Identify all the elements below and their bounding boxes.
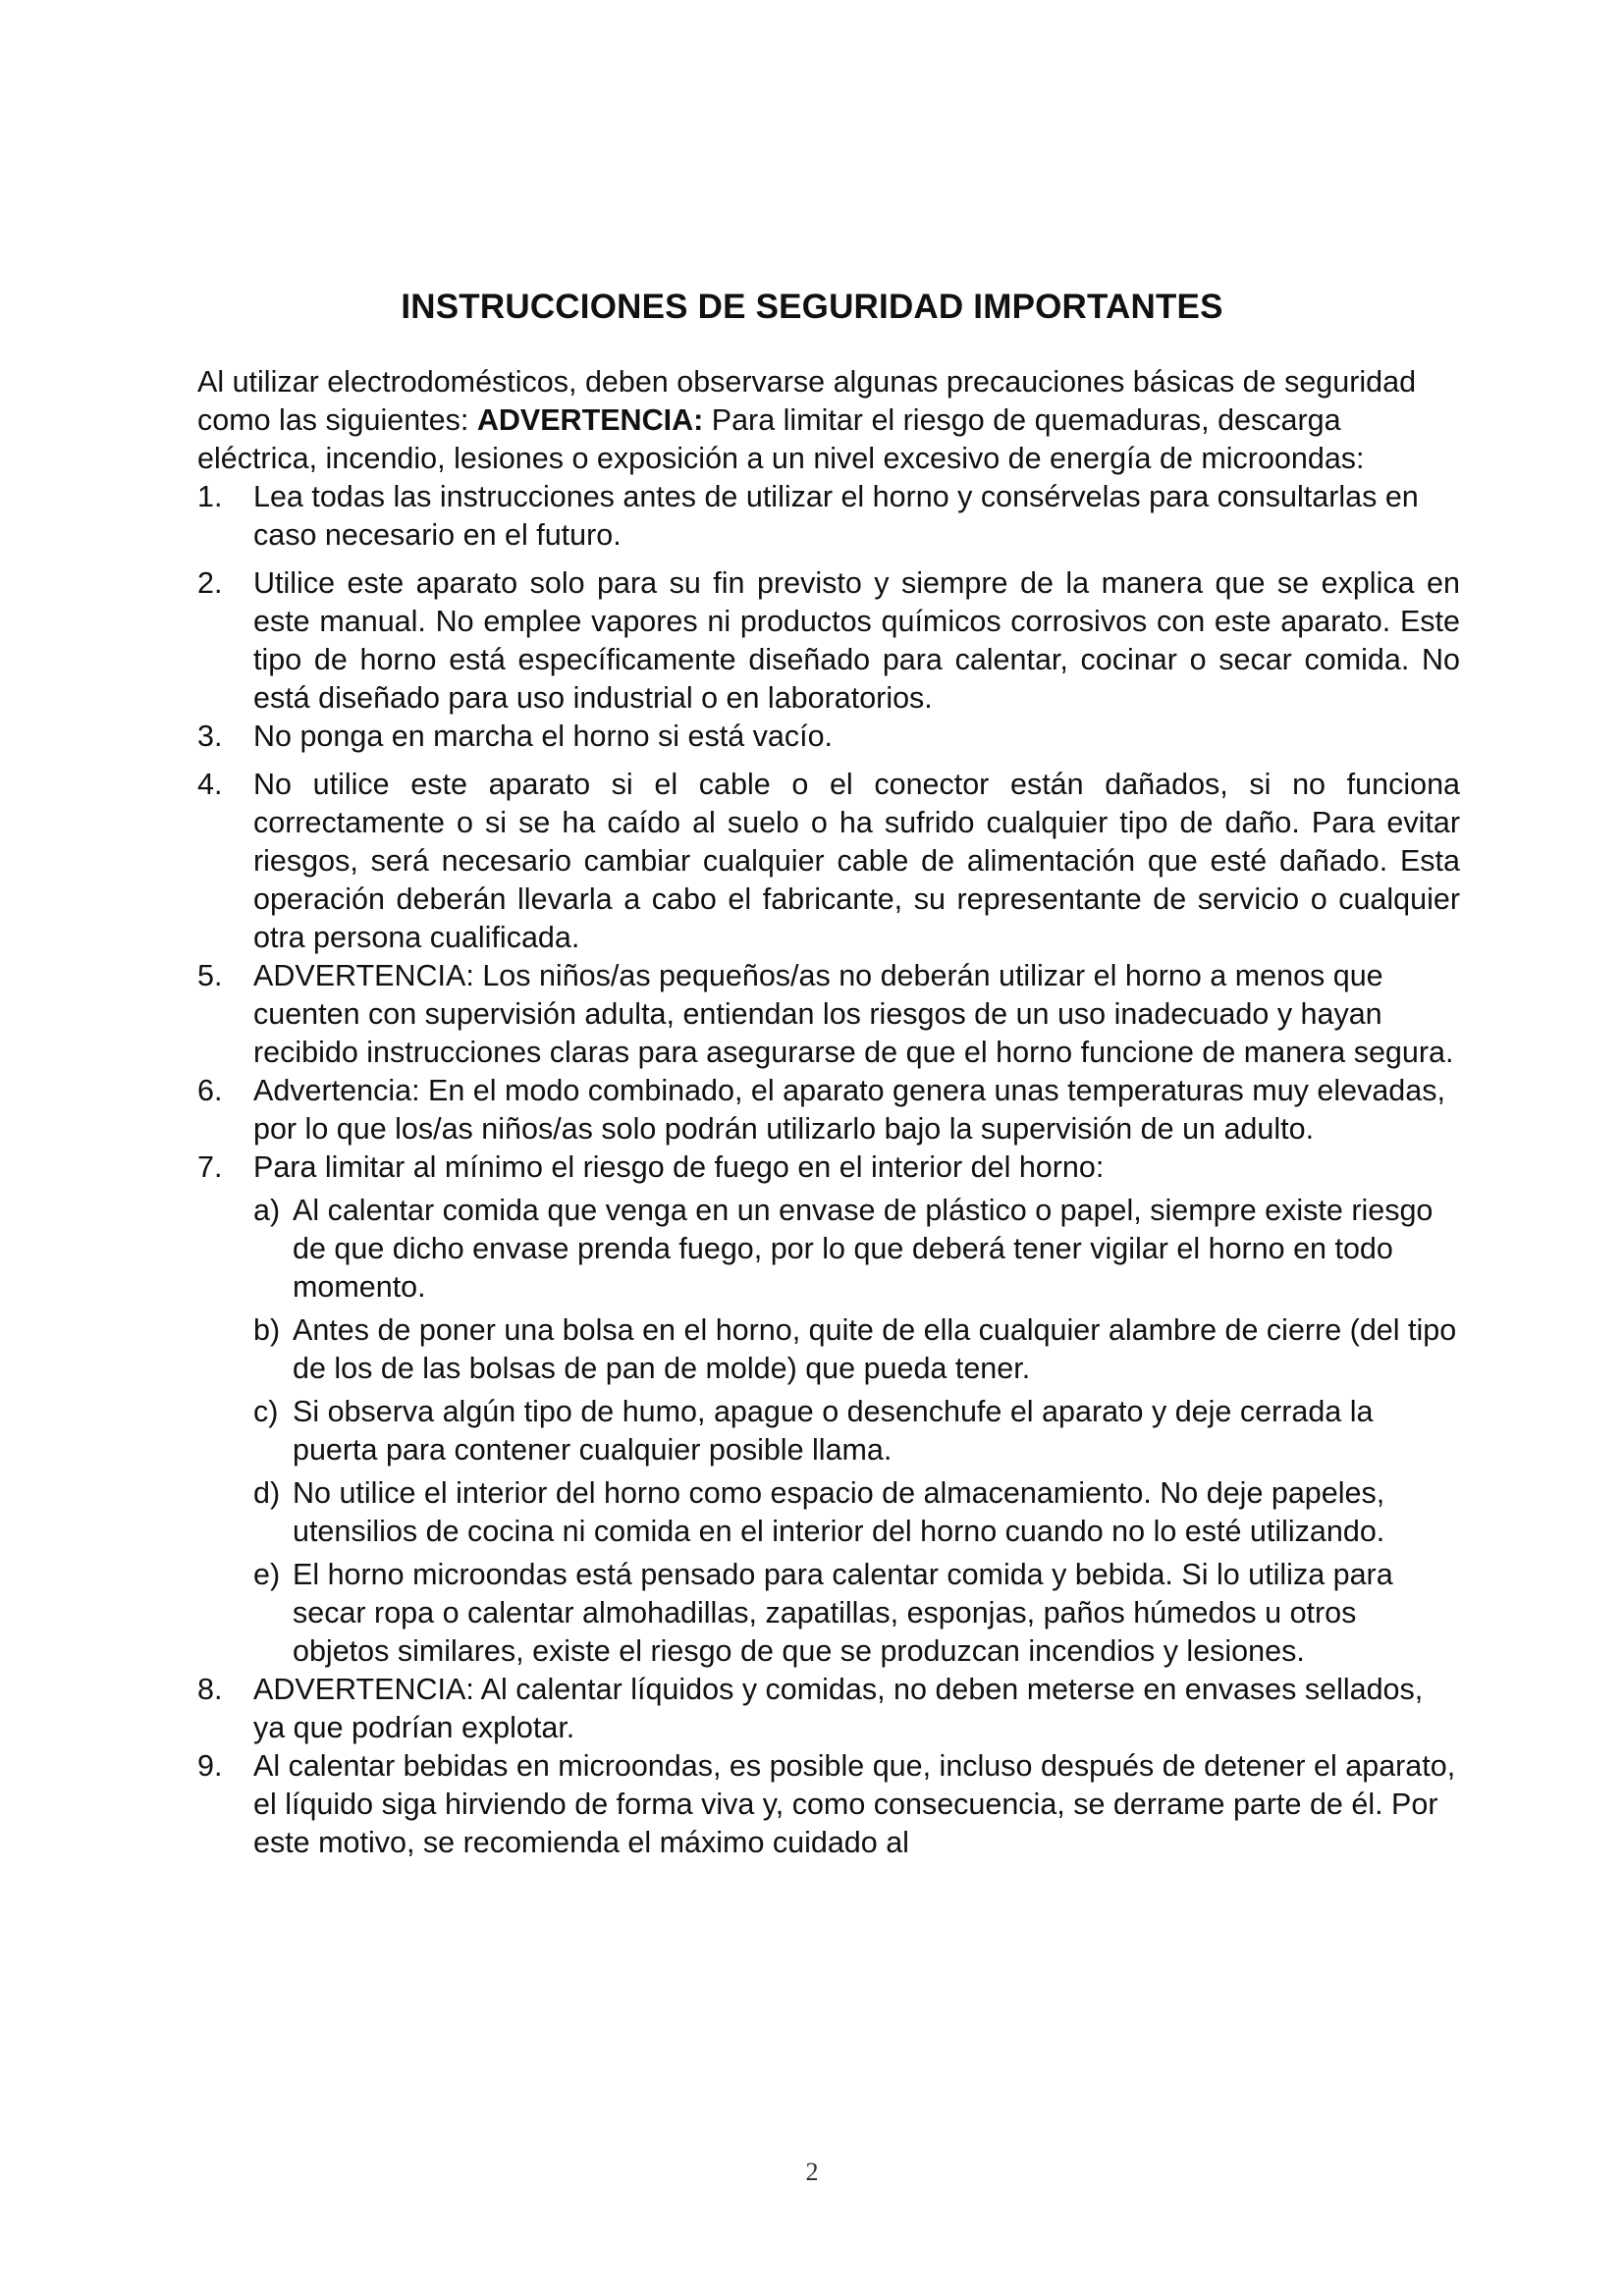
list-item-number: 8. [197,1673,223,1706]
intro-warning-label: ADVERTENCIA: [476,403,704,437]
list-item-text: Al calentar bebidas en microondas, es posible que, incluso después de detener el aparato, el líquido siga hirviendo de forma viva y, como consecuencia, se derrame parte de él. Por este motivo, se recomienda el máximo cuidado al [253,1749,1456,1859]
sub-list-item [253,1393,1460,1469]
list-item [197,766,1460,957]
sub-list-item-label: d) [253,1476,281,1510]
sub-list-item-text: Si observa algún tipo de humo, apague o desenchufe el aparato y deje cerrada la puerta para contener cualquier posible llama. [293,1395,1374,1467]
document-body [197,363,1460,1862]
safety-instructions-list [197,478,1460,1862]
sub-list-item-text: El horno microondas está pensado para calentar comida y bebida. Si lo utiliza para secar ropa o calentar almohadillas, zapatillas, esponjas, paños húmedos u otros objetos similares, existe el riesgo de que se produzcan incendios y lesiones. [293,1558,1393,1668]
list-item [197,1072,1460,1148]
sub-list-item-text: Al calentar comida que venga en un envase de plástico o papel, siempre existe riesgo de que dicho envase prenda fuego, por lo que deberá tener vigilar el horno en todo momento. [293,1194,1434,1304]
list-item-text: Advertencia: En el modo combinado, el aparato genera unas temperaturas muy elevadas, por lo que los/as niños/as solo podrán utilizarlo bajo la supervisión de un adulto. [253,1074,1445,1146]
list-item-text: No utilice este aparato si el cable o el conector están dañados, si no funciona correctamente o si se ha caído al suelo o ha sufrido cualquier tipo de daño. Para evitar riesgos, será necesario cambiar cualquier cable de alimentación que esté dañado. Esta operación deberán llevarla a cabo el fabricante, su representante de servicio o cualquier otra persona cualificada. [253,768,1460,954]
sub-list-item-text: Antes de poner una bolsa en el horno, quite de ella cualquier alambre de cierre (del tipo de los de las bolsas de pan de molde) que pueda tener. [293,1313,1457,1385]
list-item-number: 6. [197,1074,223,1107]
intro-text-after: Para limitar el riesgo de quemaduras, descarga eléctrica, incendio, lesiones o exposición a un nivel excesivo de energía de microondas: [197,403,1365,475]
sub-list-item-text: No utilice el interior del horno como espacio de almacenamiento. No deje papeles, utensilios de cocina ni comida en el interior del horno cuando no lo esté utilizando. [293,1476,1385,1548]
page-number: 2 [805,2158,819,2186]
list-item [197,1671,1460,1747]
list-item [197,957,1460,1072]
intro-text-before: Al utilizar electrodomésticos, deben observarse algunas precauciones básicas de seguridad como las siguientes: [197,365,1417,437]
list-item-text: Utilice este aparato solo para su fin previsto y siempre de la manera que se explica en este manual. No emplee vapores ni productos químicos corrosivos con este aparato. Este tipo de horno está específicamente diseñado para calentar, cocinar o secar comida. No está diseñado para uso industrial o en laboratorios. [253,566,1460,715]
list-item-number: 2. [197,566,223,600]
list-item-text: Lea todas las instrucciones antes de utilizar el horno y consérvelas para consultarlas en caso necesario en el futuro. [253,480,1419,552]
list-item-text: ADVERTENCIA: Los niños/as pequeños/as no deberán utilizar el horno a menos que cuenten con supervisión adulta, entiendan los riesgos de un uso inadecuado y hayan recibido instrucciones claras para asegurarse de que el horno funcione de manera segura. [253,959,1454,1069]
list-item-number: 9. [197,1749,223,1783]
sub-list-item-label: e) [253,1558,281,1591]
list-item-number: 7. [197,1150,223,1184]
intro-paragraph [197,363,1460,478]
fire-risk-sublist [253,1192,1460,1671]
list-item-number: 3. [197,720,223,753]
list-item-number: 1. [197,480,223,513]
list-item-text: Para limitar al mínimo el riesgo de fuego en el interior del horno: [253,1150,1105,1184]
sub-list-item-label: c) [253,1395,279,1428]
sub-list-item-label: b) [253,1313,281,1347]
list-item [197,564,1460,718]
sub-list-item [253,1192,1460,1307]
page-title: INSTRUCCIONES DE SEGURIDAD IMPORTANTES [401,288,1223,326]
sub-list-item [253,1556,1460,1671]
list-item-number: 5. [197,959,223,992]
sub-list-item [253,1311,1460,1388]
list-item [197,718,1460,756]
sub-list-item [253,1474,1460,1551]
sub-list-item-label: a) [253,1194,281,1227]
list-item [197,478,1460,555]
list-item-number: 4. [197,768,223,801]
list-item [197,1747,1460,1862]
list-item-text: No ponga en marcha el horno si está vacío. [253,720,834,753]
list-item-text: ADVERTENCIA: Al calentar líquidos y comidas, no deben meterse en envases sellados, ya que podrían explotar. [253,1673,1424,1744]
list-item-content [253,1148,1460,1671]
list-item [197,1148,1460,1671]
